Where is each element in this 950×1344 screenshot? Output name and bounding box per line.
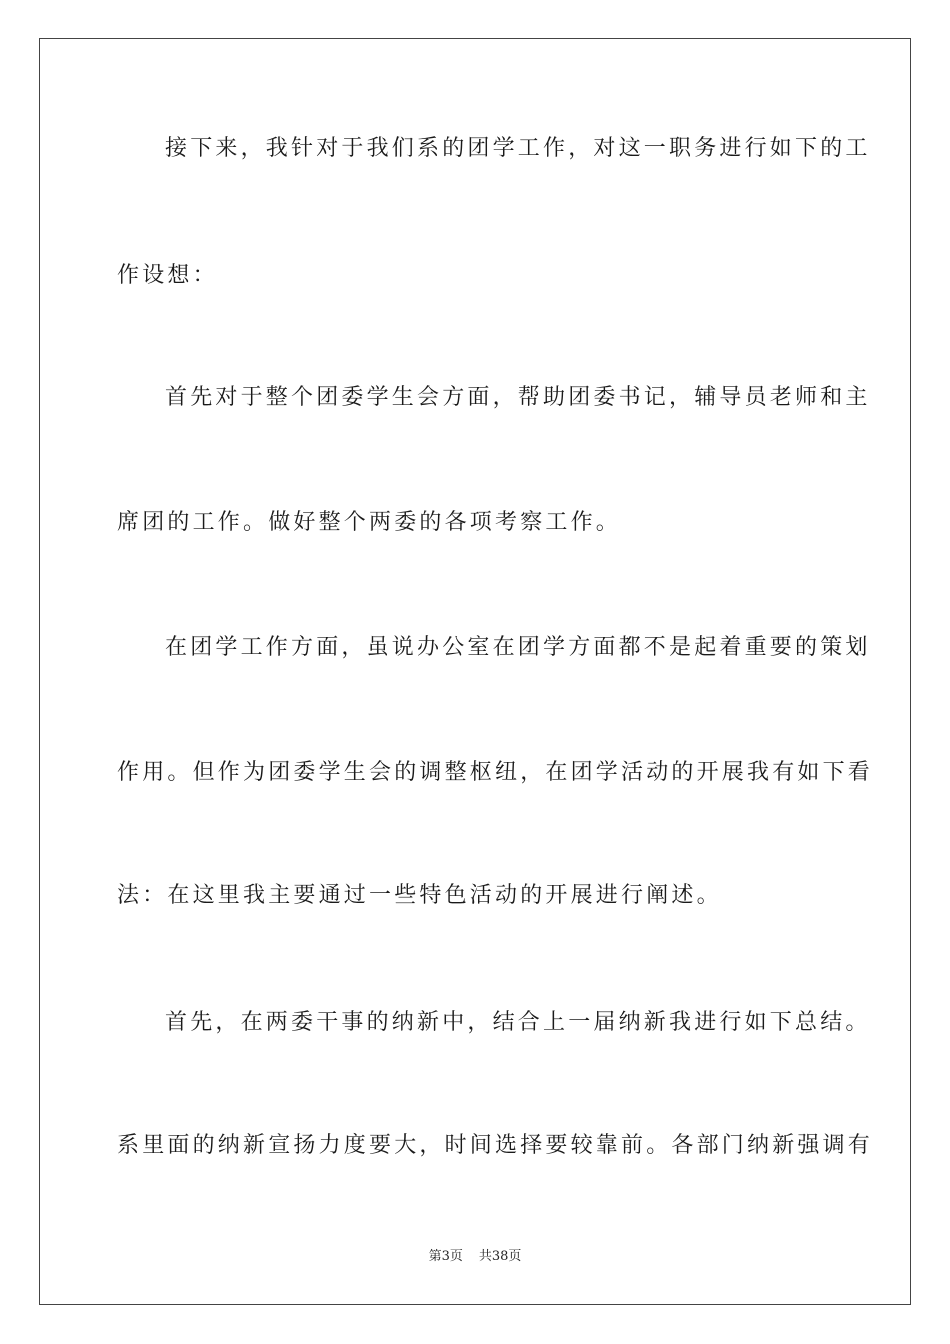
paragraph-line: 首先对于整个团委学生会方面，帮助团委书记，辅导员老师和主 bbox=[165, 385, 871, 410]
page-footer bbox=[0, 1248, 950, 1266]
paragraph-line: 接下来，我针对于我们系的团学工作，对这一职务进行如下的工 bbox=[165, 136, 871, 161]
paragraph-line: 法：在这里我主要通过一些特色活动的开展进行阐述。 bbox=[117, 883, 722, 908]
page-border bbox=[39, 38, 911, 1305]
paragraph-line: 在团学工作方面，虽说办公室在团学方面都不是起着重要的策划 bbox=[165, 635, 871, 660]
paragraph-line: 作用。但作为团委学生会的调整枢纽，在团学活动的开展我有如下看 bbox=[117, 760, 874, 785]
paragraph-line: 作设想： bbox=[117, 263, 218, 288]
paragraph-line: 首先，在两委干事的纳新中，结合上一届纳新我进行如下总结。 bbox=[165, 1010, 871, 1035]
total-pages: 共38页 bbox=[478, 1249, 522, 1264]
paragraph-line: 席团的工作。做好整个两委的各项考察工作。 bbox=[117, 510, 622, 535]
page-number: 第3页 bbox=[428, 1249, 463, 1264]
paragraph-line: 系里面的纳新宣扬力度要大，时间选择要较靠前。各部门纳新强调有 bbox=[117, 1133, 874, 1158]
